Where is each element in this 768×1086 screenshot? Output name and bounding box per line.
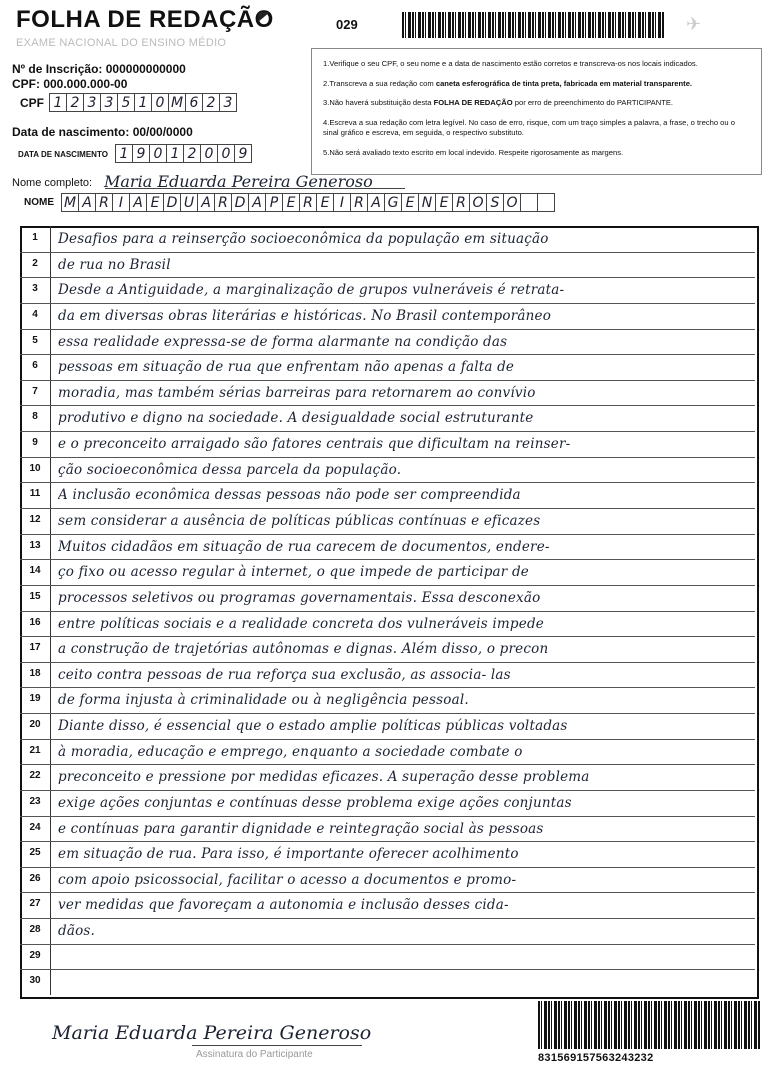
nome-letter-box-25: O bbox=[469, 193, 487, 212]
nome-letter-box-8: U bbox=[180, 193, 198, 212]
instruction-3: 3.Não haverá substituição desta FOLHA DE REDAÇÃO por erro de preenchimento do PARTICIPANTE. bbox=[323, 98, 674, 107]
essay-rule-line bbox=[50, 816, 755, 817]
line-number-2: 2 bbox=[32, 257, 38, 269]
essay-rule-line bbox=[50, 636, 755, 637]
line-number-14: 14 bbox=[29, 565, 41, 577]
nascimento-digit-box-5: 2 bbox=[183, 144, 201, 163]
essay-line-28: dãos. bbox=[58, 923, 96, 940]
nascimento-digit-box-4: 1 bbox=[166, 144, 184, 163]
nascimento-digit-box-7: 0 bbox=[217, 144, 235, 163]
signature-line bbox=[192, 1045, 362, 1046]
line-number-28: 28 bbox=[29, 924, 41, 936]
essay-line-20: Diante disso, é essencial que o estado amplie políticas públicas voltadas bbox=[58, 718, 568, 735]
line-number-8: 8 bbox=[32, 411, 38, 423]
nome-letter-box-18: R bbox=[350, 193, 368, 212]
essay-line-18: ceito contra pessoas de rua reforça sua exclusão, as associa- las bbox=[58, 666, 511, 683]
nome-completo-handwritten: Maria Eduarda Pereira Generoso bbox=[104, 172, 373, 191]
essay-rule-line bbox=[50, 662, 755, 663]
essay-rule-line bbox=[50, 944, 755, 945]
essay-line-2: de rua no Brasil bbox=[58, 256, 171, 273]
nome-letter-box-14: E bbox=[282, 193, 300, 212]
nascimento-digit-box-3: 0 bbox=[149, 144, 167, 163]
nome-completo-line bbox=[105, 188, 405, 189]
essay-rule-line bbox=[50, 508, 755, 509]
essay-line-25: em situação de rua. Para isso, é importante oferecer acolhimento bbox=[58, 846, 519, 863]
bottom-barcode bbox=[538, 1001, 760, 1049]
essay-rule-line bbox=[50, 277, 755, 278]
essay-rule-line bbox=[50, 534, 755, 535]
essay-rule-line bbox=[50, 969, 755, 970]
essay-rule-line bbox=[50, 329, 755, 330]
essay-line-14: ço fixo ou acesso regular à internet, o que impede de participar de bbox=[58, 564, 529, 581]
participant-signature: Maria Eduarda Pereira Generoso bbox=[52, 1022, 372, 1044]
essay-line-23: exige ações conjuntas e contínuas desse problema exige ações conjuntas bbox=[58, 794, 572, 811]
nome-letter-box-3: R bbox=[95, 193, 113, 212]
line-number-10: 10 bbox=[29, 462, 41, 474]
essay-line-24: e contínuas para garantir dignidade e reintegração social às pessoas bbox=[58, 820, 544, 837]
nascimento-digit-box-2: 9 bbox=[132, 144, 150, 163]
line-number-21: 21 bbox=[29, 744, 41, 756]
essay-line-5: essa realidade expressa-se de forma alarmante na condição das bbox=[58, 333, 508, 350]
nome-letter-box-23: E bbox=[435, 193, 453, 212]
line-number-16: 16 bbox=[29, 616, 41, 628]
line-number-15: 15 bbox=[29, 590, 41, 602]
essay-line-13: Muitos cidadãos em situação de rua carecem de documentos, endere- bbox=[58, 538, 550, 555]
line-number-4: 4 bbox=[32, 308, 38, 320]
line-number-1: 1 bbox=[32, 232, 38, 243]
line-number-27: 27 bbox=[29, 898, 41, 910]
line-number-20: 20 bbox=[29, 719, 41, 731]
nome-letter-box-20: G bbox=[384, 193, 402, 212]
cpf-digit-box-1: 1 bbox=[49, 93, 67, 112]
nome-letter-box-6: E bbox=[146, 193, 164, 212]
essay-line-6: pessoas em situação de rua que enfrentam não apenas a falta de bbox=[58, 359, 515, 376]
form-subtitle: EXAME NACIONAL DO ENSINO MÉDIO bbox=[16, 37, 227, 49]
line-number-19: 19 bbox=[29, 693, 41, 705]
nascimento-digit-box-6: 0 bbox=[200, 144, 218, 163]
line-number-24: 24 bbox=[29, 821, 41, 833]
essay-line-26: com apoio psicossocial, facilitar o acesso a documentos e promo- bbox=[58, 871, 517, 888]
essay-line-10: ção socioeconômica dessa parcela da população. bbox=[58, 461, 402, 478]
essay-line-19: de forma injusta à criminalidade ou à negligência pessoal. bbox=[58, 692, 469, 709]
line-number-17: 17 bbox=[29, 642, 41, 654]
line-number-25: 25 bbox=[29, 847, 41, 859]
essay-rule-line bbox=[50, 764, 755, 765]
barcode-number: 831569157563243232 bbox=[538, 1052, 654, 1064]
corner-alignment-mark bbox=[258, 12, 270, 22]
nome-letter-box-9: A bbox=[197, 193, 215, 212]
line-number-5: 5 bbox=[32, 334, 38, 346]
nome-letter-box-26: S bbox=[486, 193, 504, 212]
essay-rule-line bbox=[50, 790, 755, 791]
instruction-4: 4.Escreva a sua redação com letra legível. No caso de erro, risque, com um traço simples a palavra, a frase, o trecho ou o sinal gráfico e escreva, em seguida, o respectivo substituto. bbox=[323, 117, 735, 137]
cpf-digit-box-8: M bbox=[168, 93, 186, 112]
line-number-12: 12 bbox=[29, 513, 41, 525]
nome-letter-box-7: D bbox=[163, 193, 181, 212]
nome-letter-box-15: R bbox=[299, 193, 317, 212]
top-barcode bbox=[402, 12, 664, 38]
essay-rule-line bbox=[50, 252, 755, 253]
cpf-digit-box-7: 0 bbox=[151, 93, 169, 112]
instruction-1: 1.Verifique o seu CPF, o seu nome e a data de nascimento estão corretos e transcreva-os nos locais indicados. bbox=[323, 59, 698, 68]
line-number-18: 18 bbox=[29, 667, 41, 679]
instructions-box bbox=[311, 48, 762, 175]
form-code: 029 bbox=[336, 17, 358, 32]
form-title: FOLHA DE REDAÇÃO bbox=[16, 6, 274, 33]
nascimento-box-label: DATA DE NASCIMENTO bbox=[18, 150, 108, 159]
cpf-digit-box-4: 3 bbox=[100, 93, 118, 112]
essay-line-21: à moradia, educação e emprego, enquanto a sociedade combate o bbox=[58, 743, 523, 760]
essay-line-15: processos seletivos ou programas governamentais. Essa desconexão bbox=[58, 589, 541, 606]
cpf-digit-boxes bbox=[50, 93, 237, 112]
nome-letter-box-24: R bbox=[452, 193, 470, 212]
nome-letter-box-21: E bbox=[401, 193, 419, 212]
nome-letter-box-16: E bbox=[316, 193, 334, 212]
essay-rule-line bbox=[50, 431, 755, 432]
essay-rule-line bbox=[50, 405, 755, 406]
nascimento-digit-box-8: 9 bbox=[234, 144, 252, 163]
essay-line-4: da em diversas obras literárias e históricas. No Brasil contemporâneo bbox=[58, 307, 552, 324]
essay-rule-line bbox=[50, 892, 755, 893]
nascimento-digit-boxes bbox=[116, 144, 252, 163]
nome-letter-box-27: O bbox=[503, 193, 521, 212]
nome-letter-box-19: A bbox=[367, 193, 385, 212]
nome-letter-box-22: N bbox=[418, 193, 436, 212]
essay-line-3: Desde a Antiguidade, a marginalização de grupos vulneráveis é retrata- bbox=[58, 282, 565, 299]
essay-rule-line bbox=[50, 482, 755, 483]
line-number-26: 26 bbox=[29, 872, 41, 884]
essay-line-30 bbox=[58, 972, 748, 992]
line-number-23: 23 bbox=[29, 795, 41, 807]
line-number-13: 13 bbox=[29, 539, 41, 551]
essay-line-29 bbox=[58, 947, 748, 967]
line-number-9: 9 bbox=[32, 437, 38, 449]
essay-rule-line bbox=[50, 739, 755, 740]
nome-letter-box-13: P bbox=[265, 193, 283, 212]
essay-line-22: preconceito e pressione por medidas eficazes. A superação desse problema bbox=[58, 769, 590, 786]
essay-rule-line bbox=[50, 457, 755, 458]
cpf-digit-box-2: 2 bbox=[66, 93, 84, 112]
nome-letter-box-12: A bbox=[248, 193, 266, 212]
instruction-5: 5.Não será avaliado texto escrito em local indevido. Respeite rigorosamente as margens. bbox=[323, 147, 624, 157]
essay-line-17: a construção de trajetórias autônomas e dignas. Além disso, o precon bbox=[58, 641, 549, 658]
nome-letter-box-2: A bbox=[78, 193, 96, 212]
nascimento-digit-box-1: 1 bbox=[115, 144, 133, 163]
essay-line-8: produtivo e digno na sociedade. A desigualdade social estruturante bbox=[58, 410, 534, 427]
line-number-3: 3 bbox=[32, 283, 38, 295]
essay-line-7: moradia, mas também sérias barreiras para retornarem ao convívio bbox=[58, 384, 536, 401]
nome-letter-boxes bbox=[62, 193, 555, 212]
cpf-digit-box-11: 3 bbox=[219, 93, 237, 112]
nome-letter-box-28 bbox=[520, 193, 538, 212]
nome-letter-box-1: M bbox=[61, 193, 79, 212]
line-number-29: 29 bbox=[29, 949, 41, 961]
nascimento-label: Data de nascimento: 00/00/0000 bbox=[12, 125, 193, 139]
nome-letter-box-29 bbox=[537, 193, 555, 212]
nome-letter-box-5: A bbox=[129, 193, 147, 212]
essay-lines bbox=[20, 226, 755, 995]
essay-rule-line bbox=[50, 559, 755, 560]
nome-letter-box-10: R bbox=[214, 193, 232, 212]
essay-line-27: ver medidas que favoreçam a autonomia e inclusão desses cida- bbox=[58, 897, 509, 914]
essay-rule-line bbox=[50, 585, 755, 586]
cpf-digit-box-10: 2 bbox=[202, 93, 220, 112]
essay-line-1: Desafios para a reinserção socioeconômica da população em situação bbox=[58, 231, 549, 247]
essay-line-16: entre políticas sociais e a realidade concreta dos vulneráveis impede bbox=[58, 615, 544, 632]
cpf-digit-box-5: 5 bbox=[117, 93, 135, 112]
nome-box-label: NOME bbox=[24, 197, 54, 208]
cpf-digit-box-9: 6 bbox=[185, 93, 203, 112]
signature-label: Assinatura do Participante bbox=[196, 1049, 313, 1060]
cpf-digit-box-6: 1 bbox=[134, 93, 152, 112]
watermark-bird-icon: ✈ bbox=[686, 14, 702, 34]
cpf-digit-box-3: 3 bbox=[83, 93, 101, 112]
line-number-22: 22 bbox=[29, 770, 41, 782]
nome-letter-box-17: I bbox=[333, 193, 351, 212]
essay-rule-line bbox=[50, 354, 755, 355]
cpf-box-label: CPF bbox=[20, 96, 44, 110]
essay-rule-line bbox=[50, 713, 755, 714]
inscricao-label: Nº de Inscrição: 000000000000 bbox=[12, 62, 186, 76]
essay-line-12: sem considerar a ausência de políticas públicas contínuas e eficazes bbox=[58, 512, 541, 529]
line-number-11: 11 bbox=[29, 488, 41, 500]
nome-completo-label: Nome completo: bbox=[12, 177, 93, 189]
essay-rule-line bbox=[50, 918, 755, 919]
instruction-2: 2.Transcreva a sua redação com caneta esferográfica de tinta preta, fabricada em material transparente. bbox=[323, 78, 693, 88]
cpf-label: CPF: 000.000.000-00 bbox=[12, 77, 128, 91]
line-number-30: 30 bbox=[29, 975, 41, 987]
line-number-6: 6 bbox=[32, 360, 38, 372]
essay-rule-line bbox=[50, 867, 755, 868]
essay-rule-line bbox=[50, 611, 755, 612]
nome-letter-box-11: D bbox=[231, 193, 249, 212]
essay-rule-line bbox=[50, 303, 755, 304]
line-number-7: 7 bbox=[32, 385, 38, 397]
essay-rule-line bbox=[50, 380, 755, 381]
essay-line-9: e o preconceito arraigado são fatores centrais que dificultam na reinser- bbox=[58, 436, 571, 453]
essay-rule-line bbox=[50, 841, 755, 842]
essay-rule-line bbox=[50, 687, 755, 688]
nome-letter-box-4: I bbox=[112, 193, 130, 212]
essay-line-11: A inclusão econômica dessas pessoas não pode ser compreendida bbox=[58, 487, 521, 504]
